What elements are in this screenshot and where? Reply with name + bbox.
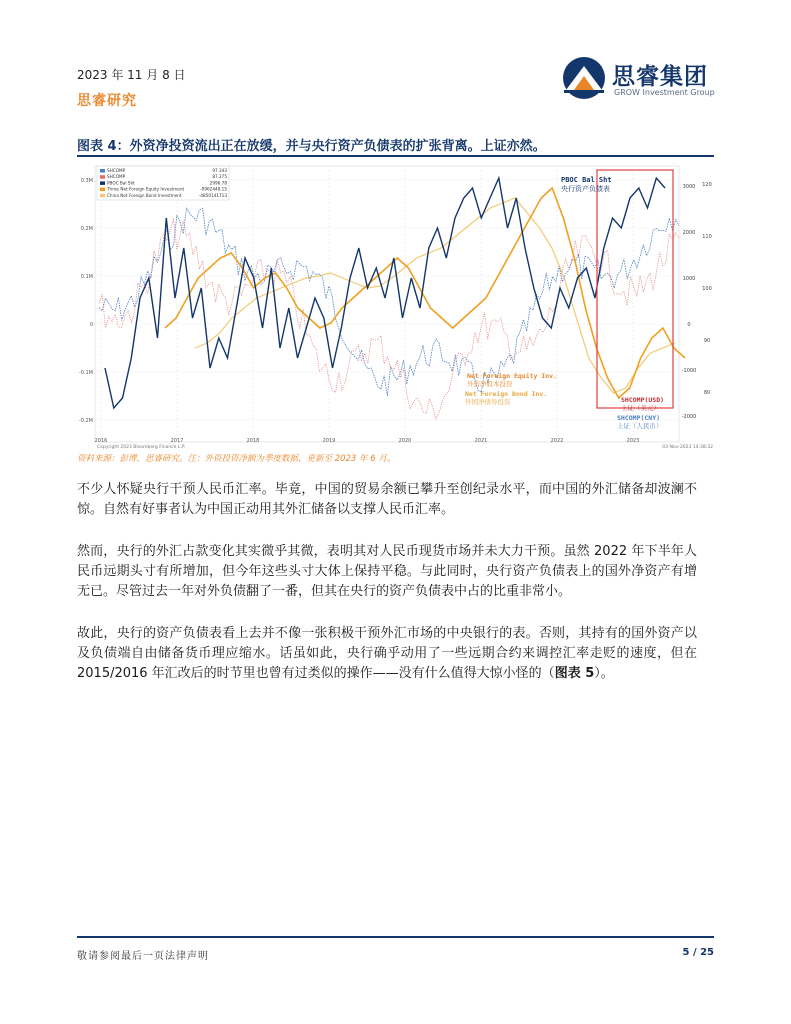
company-logo <box>560 56 720 104</box>
left-axis-tick-label: 0.1M <box>80 274 93 280</box>
legend-series-name: SHCOMP <box>107 168 126 173</box>
legend-series-value: 97.343 <box>212 168 227 173</box>
legend-series-name: SHCOMP <box>107 174 126 180</box>
right-inner-axis-tick-label: 1000 <box>682 276 696 282</box>
annotation-equity-cn: 外资净股本投资 <box>467 380 513 388</box>
right-inner-axis-tick-label: 0 <box>687 322 691 328</box>
left-axis-tick-label: 0.2M <box>80 226 93 232</box>
report-brand: 思睿研究 <box>77 93 137 109</box>
right-outer-axis-tick-label: 110 <box>702 234 712 240</box>
legend-swatch <box>100 188 105 192</box>
legend-series-name: China Net Foreign Bond Investment <box>107 192 182 198</box>
x-axis-tick-label: 2021 <box>474 438 488 444</box>
legend-swatch <box>100 169 105 173</box>
chart-copyright: Copyright 2023 Bloomberg Finance L.P. <box>97 445 186 450</box>
x-axis-tick-label: 2016 <box>94 438 108 444</box>
annotation-shcomp-cny-cn: 上证（人民币） <box>617 422 663 430</box>
annotation-shcomp-usd-cn: 上证（美元） <box>621 404 660 412</box>
flows-vs-pboc-chart <box>77 158 714 450</box>
logo-mark-icon <box>560 56 610 104</box>
footer-rule <box>77 936 714 938</box>
paragraph-3 <box>77 624 697 684</box>
x-axis-tick-label: 2017 <box>170 438 184 444</box>
legend-swatch <box>100 175 105 179</box>
figure-5-reference[interactable]: 图表 5 <box>554 666 595 681</box>
paragraph-2: 然而，央行的外汇占款变化其实微乎其微，表明其对人民币现货市场并未大力干预。虽然 2022 年下半年人民币远期头寸有所增加，但今年这些头寸大体上保持平稳。与此同时，央行资产负债表上的国外净资产有增无已。尽管过去一年对外负债翻了一番，但其在央行的资产负债表中占的比重非常小。 <box>77 544 697 599</box>
report-date: 2023 年 11 月 8 日 <box>77 68 186 82</box>
legend-series-value: 87.275 <box>212 174 227 180</box>
legend-series-value: -9962448.15 <box>200 186 227 192</box>
legend-swatch <box>100 181 105 185</box>
right-outer-axis-tick-label: 90 <box>703 338 711 344</box>
page-number: 5 / 25 <box>682 947 714 958</box>
annotation-shcomp-cny-en: SHCOMP(CNY) <box>617 414 661 422</box>
right-inner-axis-tick-label: 2000 <box>682 230 696 236</box>
figure-title: 图表 4：外资净投资流出正在放缓，并与央行资产负债表的扩张背离。上证亦然。 <box>77 139 546 154</box>
x-axis-tick-label: 2022 <box>550 438 564 444</box>
x-axis-tick-label: 2023 <box>626 438 640 444</box>
right-outer-axis-tick-label: 100 <box>702 286 712 292</box>
legend-series-name: PBOC Bal Sht <box>107 180 135 186</box>
chart-canvas <box>77 158 714 450</box>
right-inner-axis-tick-label: 3000 <box>682 184 696 190</box>
footer-disclaimer: 敬请参阅最后一页法律声明 <box>77 951 209 962</box>
paragraph-3-end: ）。 <box>594 666 614 681</box>
left-axis-tick-label: -0.2M <box>78 418 93 424</box>
legend-swatch <box>100 194 105 198</box>
chart-timestamp: 03-Nov-2023 14:38:32 <box>662 445 713 450</box>
right-inner-axis-tick-label: -2000 <box>681 414 697 420</box>
paragraph-1: 不少人怀疑央行干预人民币汇率。毕竟，中国的贸易余额已攀升至创纪录水平，而中国的外汇储备却波澜不惊。自然有好事者认为中国正动用其外汇储备以支撑人民币汇率。 <box>77 482 697 517</box>
paragraph-3-text: 故此，央行的资产负债表看上去并不像一张积极干预外汇市场的中央银行的表。否则，其持有的国外资产以及负债端自由储备货币理应缩水。话虽如此，央行确乎动用了一些远期合约来调控汇率走贬的速度，但在 2015/2016 年汇改后的时节里也曾有过类似的操作——没有什么值得大惊小怪的（ <box>77 626 697 681</box>
right-outer-axis-tick-label: 80 <box>703 390 711 396</box>
figure-source-note: 资料来源：彭博，思睿研究。注：外资投资净额为季度数据，更新至 2023 年 6 月。 <box>77 454 396 464</box>
left-axis-tick-label: 0 <box>89 322 93 328</box>
annotation-bond-en: Net Foreign Bond Inv. <box>465 390 548 398</box>
right-inner-axis-tick-label: -1000 <box>681 368 697 374</box>
chart-background <box>77 158 714 450</box>
logo-name: 思睿集团 <box>612 64 708 90</box>
left-axis-tick-label: 0.3M <box>80 178 93 184</box>
annotation-pboc-en: PBOC Bal Sht <box>561 176 612 184</box>
figure-title-rule <box>77 155 714 157</box>
right-outer-axis-tick-label: 120 <box>702 182 712 188</box>
legend-series-value: -4850141713 <box>198 192 227 198</box>
logo-subtitle: GROW Investment Group <box>614 88 715 97</box>
x-axis-tick-label: 2018 <box>246 438 260 444</box>
x-axis-tick-label: 2019 <box>322 438 336 444</box>
legend-series-value: 2996.78 <box>209 180 227 186</box>
annotation-bond-cn: 外国净债券投资 <box>465 398 511 406</box>
legend-series-name: Three Net Foreign Equity Investment <box>107 186 185 192</box>
x-axis-tick-label: 2020 <box>398 438 412 444</box>
annotation-pboc-cn: 央行资产负债表 <box>561 185 610 193</box>
left-axis-tick-label: -0.1M <box>78 370 93 376</box>
annotation-shcomp-usd-en: SHCOMP(USD) <box>621 396 665 404</box>
annotation-equity-en: Net Foreign Equity Inv. <box>467 372 558 380</box>
